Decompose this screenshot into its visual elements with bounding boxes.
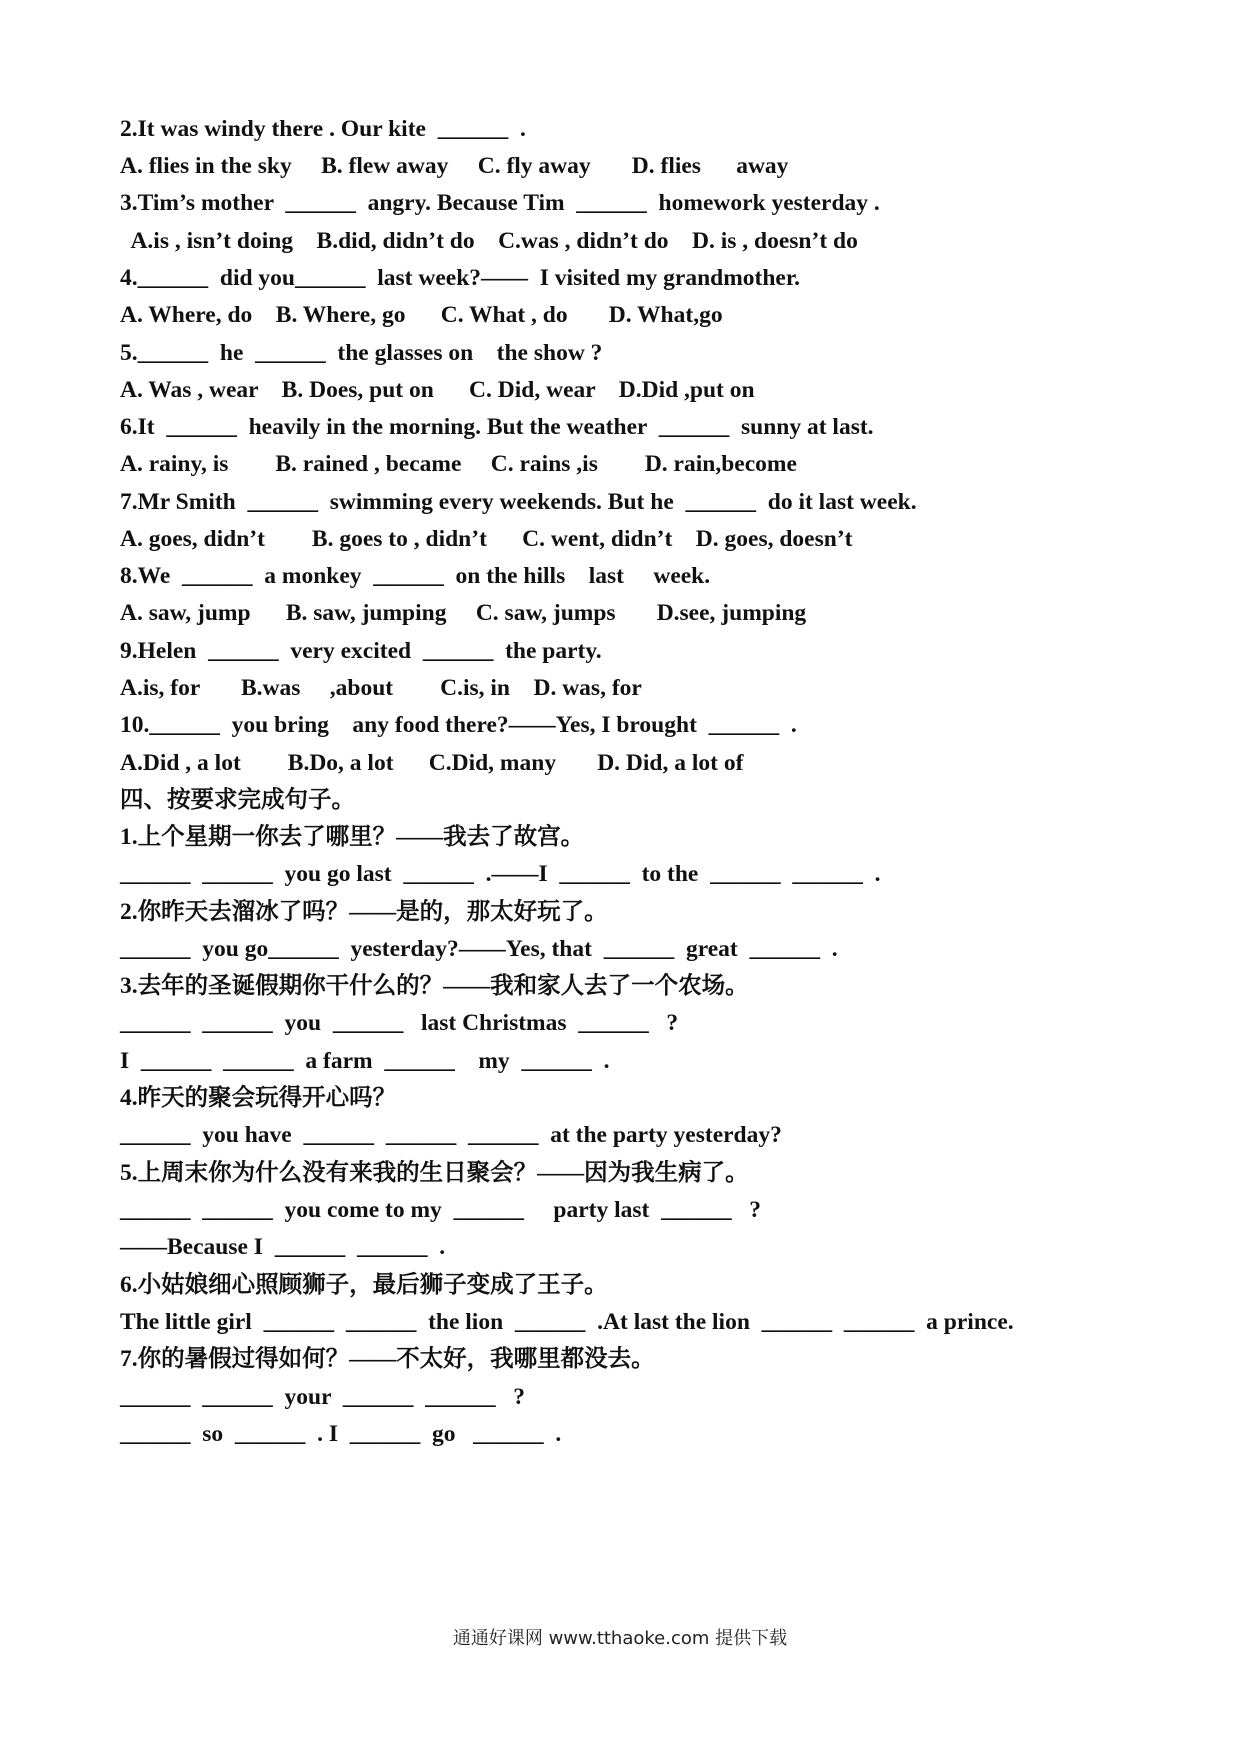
text-line: 四、按要求完成句子。 xyxy=(120,787,355,813)
text-line: A.is , isn’t doing B.did, didn’t do C.was , didn’t do D. is , doesn’t do xyxy=(120,228,858,254)
text-line: I ______ ______ a farm ______ my ______ . xyxy=(120,1048,610,1074)
text-line: 4.昨天的聚会玩得开心吗？ xyxy=(120,1085,397,1111)
text-line: A. rainy, is B. rained , became C. rains ,is D. rain,become xyxy=(120,451,797,477)
text-line: A. saw, jump B. saw, jumping C. saw, jumps D.see, jumping xyxy=(120,600,807,626)
text-line: 10.______ you bring any food there?——Yes, I brought ______ . xyxy=(120,712,797,738)
text-line: 5.上周末你为什么没有来我的生日聚会？——因为我生病了。 xyxy=(120,1160,749,1186)
text-line: 8.We ______ a monkey ______ on the hills last week. xyxy=(120,563,711,589)
text-line: ______ so ______ . I ______ go ______ . xyxy=(120,1421,562,1447)
text-line: A. Was , wear B. Does, put on C. Did, wear D.Did ,put on xyxy=(120,377,755,403)
text-line: 9.Helen ______ very excited ______ the party. xyxy=(120,638,602,664)
text-line: 2.你昨天去溜冰了吗？——是的，那太好玩了。 xyxy=(120,899,608,925)
text-line: 4.______ did you______ last week?—— I visited my grandmother. xyxy=(120,265,801,291)
text-line: ______ ______ you come to my ______ party last ______ ? xyxy=(120,1197,761,1223)
text-line: ——Because I ______ ______ . xyxy=(120,1234,446,1260)
text-line: 6.It ______ heavily in the morning. But the weather ______ sunny at last. xyxy=(120,414,874,440)
text-line: A. Where, do B. Where, go C. What , do D. What,go xyxy=(120,302,723,328)
text-line: 5.______ he ______ the glasses on the show ? xyxy=(120,340,603,366)
text-line: ______ ______ you go last ______ .——I ______ to the ______ ______ . xyxy=(120,861,881,887)
text-line: A. flies in the sky B. flew away C. fly away D. flies away xyxy=(120,153,789,179)
text-line: 2.It was windy there . Our kite ______ . xyxy=(120,116,526,142)
text-line: A. goes, didn’t B. goes to , didn’t C. went, didn’t D. goes, doesn’t xyxy=(120,526,853,552)
footer-credit: 通通好课网 www.tthaoke.com 提供下载 xyxy=(452,1628,788,1649)
text-line: 1.上个星期一你去了哪里？——我去了故宫。 xyxy=(120,824,585,850)
text-line: 6.小姑娘细心照顾狮子，最后狮子变成了王子。 xyxy=(120,1272,608,1298)
text-line: ______ you have ______ ______ ______ at the party yesterday? xyxy=(120,1122,782,1148)
text-line: 3.去年的圣诞假期你干什么的？——我和家人去了一个农场。 xyxy=(120,973,749,999)
text-line: ______ ______ your ______ ______ ? xyxy=(120,1384,525,1410)
text-line: A.is, for B.was ,about C.is, in D. was, for xyxy=(120,675,642,701)
text-line: 7.你的暑假过得如何？——不太好，我哪里都没去。 xyxy=(120,1346,655,1372)
text-line: The little girl ______ ______ the lion ______ .At last the lion ______ ______ a prince. xyxy=(120,1309,1014,1335)
text-line: A.Did , a lot B.Do, a lot C.Did, many D. Did, a lot of xyxy=(120,750,744,776)
text-line: ______ ______ you ______ last Christmas ______ ? xyxy=(120,1010,679,1036)
text-line: ______ you go______ yesterday?——Yes, that ______ great ______ . xyxy=(120,936,838,962)
text-line: 7.Mr Smith ______ swimming every weekends. But he ______ do it last week. xyxy=(120,489,917,515)
text-line: 3.Tim’s mother ______ angry. Because Tim ______ homework yesterday . xyxy=(120,190,880,216)
